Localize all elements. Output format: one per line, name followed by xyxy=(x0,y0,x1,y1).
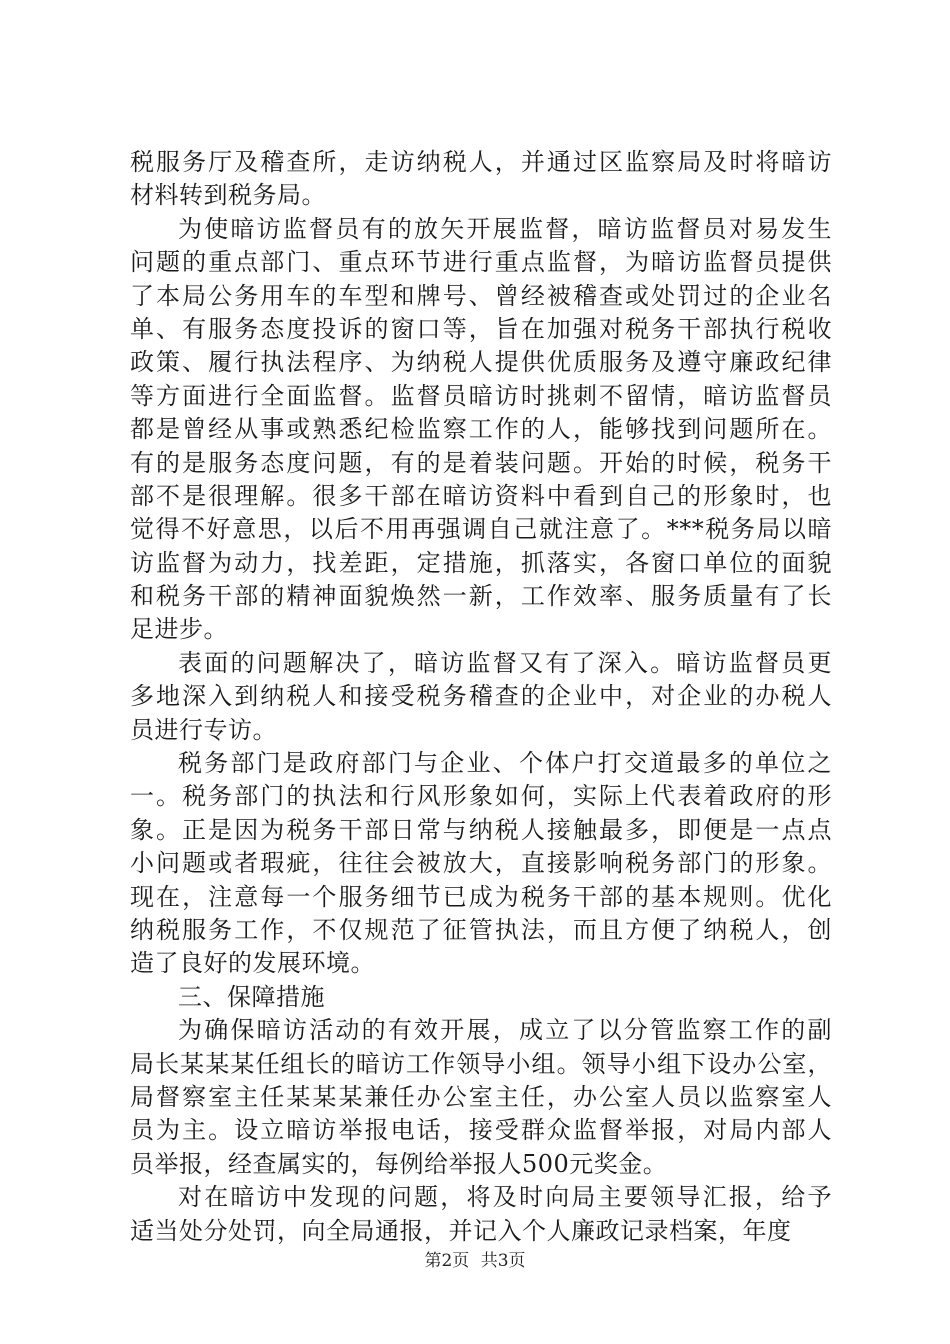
text-line: 表面的问题解决了，暗访监督又有了深入。暗访监督员更 xyxy=(178,648,832,677)
text-line: 等方面进行全面监督。监督员暗访时挑刺不留情，暗访监督员 xyxy=(130,381,832,410)
paragraph xyxy=(130,1181,832,1248)
page-total: 共3页 xyxy=(480,1251,526,1271)
text-line: 访监督为动力，找差距，定措施，抓落实，各窗口单位的面貌 xyxy=(130,548,832,577)
text-line: 税务部门是政府部门与企业、个体户打交道最多的单位之 xyxy=(178,749,832,778)
paragraph xyxy=(130,1014,832,1181)
document-body xyxy=(130,146,832,1248)
paragraph xyxy=(130,747,832,981)
text-line: 都是曾经从事或熟悉纪检监察工作的人，能够找到问题所在。 xyxy=(130,415,832,444)
text-line: 多地深入到纳税人和接受税务稽查的企业中，对企业的办税人 xyxy=(130,682,832,711)
text-line: 单、有服务态度投诉的窗口等，旨在加强对税务干部执行税收 xyxy=(130,314,832,343)
text-line: 和税务干部的精神面貌焕然一新，工作效率、服务质量有了长 xyxy=(130,582,832,611)
paragraph xyxy=(130,981,832,1014)
text-line: 造了良好的发展环境。 xyxy=(130,949,375,978)
text-line: 三、保障措施 xyxy=(178,982,325,1011)
text-line: 小问题或者瑕疵，往往会被放大，直接影响税务部门的形象。 xyxy=(130,849,832,878)
text-line: 员进行专访。 xyxy=(130,715,277,744)
text-line: 部不是很理解。很多干部在暗访资料中看到自己的形象时，也 xyxy=(130,481,832,510)
text-line: 税服务厅及稽查所，走访纳税人，并通过区监察局及时将暗访 xyxy=(130,148,832,176)
paragraph xyxy=(130,213,832,647)
page-number: 第2页 xyxy=(424,1251,470,1271)
paragraph xyxy=(130,146,832,213)
text-line: 对在暗访中发现的问题，将及时向局主要领导汇报，给予 xyxy=(178,1183,832,1212)
text-line: 适当处分处罚，向全局通报，并记入个人廉政记录档案，年度 xyxy=(130,1216,792,1245)
text-line: 政策、履行执法程序、为纳税人提供优质服务及遵守廉政纪律 xyxy=(130,348,832,377)
text-line: 局督察室主任某某某兼任办公室主任，办公室人员以监察室人 xyxy=(130,1082,832,1111)
text-line: 为使暗访监督员有的放矢开展监督，暗访监督员对易发生 xyxy=(178,214,832,243)
text-line: 局长某某某任组长的暗访工作领导小组。领导小组下设办公室， xyxy=(130,1049,832,1078)
text-line: 问题的重点部门、重点环节进行重点监督，为暗访监督员提供 xyxy=(130,248,832,277)
text-line: 员为主。设立暗访举报电话，接受群众监督举报，对局内部人 xyxy=(130,1116,832,1145)
paragraph xyxy=(130,647,832,747)
text-line: 材料转到税务局。 xyxy=(130,181,326,210)
text-line: 现在，注意每一个服务细节已成为税务干部的基本规则。优化 xyxy=(130,882,832,911)
text-line: 觉得不好意思，以后不用再强调自己就注意了。***税务局以暗 xyxy=(130,515,832,544)
text-line: 有的是服务态度问题，有的是着装问题。开始的时候，税务干 xyxy=(130,448,832,477)
text-line: 一。税务部门的执法和行风形象如何，实际上代表着政府的形 xyxy=(130,782,832,811)
page-footer xyxy=(0,1246,950,1271)
text-line: 了本局公务用车的车型和牌号、曾经被稽查或处罚过的企业名 xyxy=(130,281,832,310)
text-line: 员举报，经查属实的，每例给举报人500元奖金。 xyxy=(130,1149,668,1178)
text-line: 足进步。 xyxy=(130,615,228,644)
text-line: 纳税服务工作，不仅规范了征管执法，而且方便了纳税人，创 xyxy=(130,915,832,944)
text-line: 为确保暗访活动的有效开展，成立了以分管监察工作的副 xyxy=(178,1016,832,1045)
text-line: 象。正是因为税务干部日常与纳税人接触最多，即便是一点点 xyxy=(130,815,832,844)
